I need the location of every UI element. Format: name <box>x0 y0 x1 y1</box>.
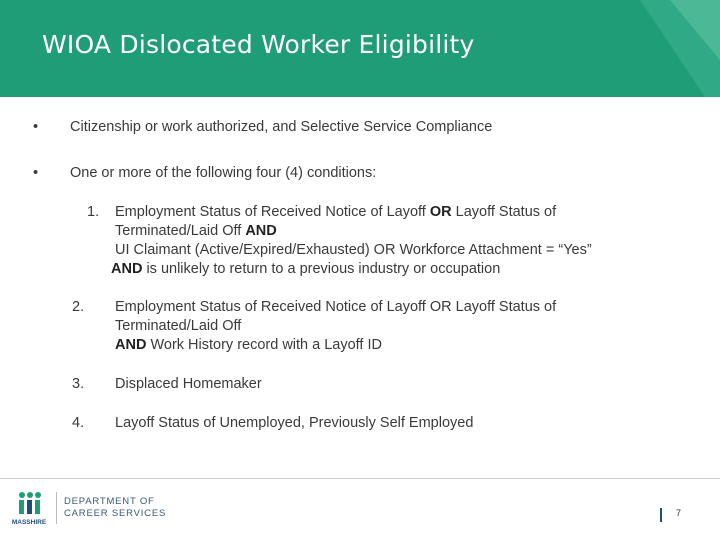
condition-line <box>115 414 635 433</box>
condition-text <box>115 375 635 394</box>
department-name <box>64 496 166 520</box>
condition-number: 2. <box>72 299 85 315</box>
logo-wordmark: MASSHIRE <box>11 519 47 526</box>
condition-number: 4. <box>72 415 85 431</box>
condition-text <box>115 298 635 355</box>
condition-text-span: is unlikely to return to a previous industry or occupation <box>142 261 501 277</box>
bold-keyword: OR <box>429 204 452 220</box>
bold-keyword: AND <box>111 261 143 277</box>
condition-text <box>115 414 635 433</box>
condition-text-span: Displaced Homemaker <box>115 376 262 392</box>
condition-text-span: Terminated/Laid Off <box>115 223 246 239</box>
bold-keyword: AND <box>115 337 147 353</box>
condition-line <box>111 260 635 279</box>
condition-line <box>115 241 635 260</box>
corner-decoration <box>630 0 720 97</box>
bullet-marker: • <box>33 119 39 135</box>
condition-text-span: Layoff Status of Unemployed, Previously Self Employed <box>115 415 474 431</box>
condition-text-span: UI Claimant (Active/Expired/Exhausted) OR Workforce Attachment = “Yes” <box>115 242 592 258</box>
condition-text-span: Employment Status of Received Notice of Layoff <box>115 204 430 220</box>
dept-line-2: CAREER SERVICES <box>64 508 167 519</box>
footer-divider <box>0 478 720 479</box>
condition-line <box>115 317 635 336</box>
condition-text-span: Layoff Status of <box>451 204 557 220</box>
condition-line <box>115 336 635 355</box>
condition-line <box>115 375 635 394</box>
bold-keyword: AND <box>245 223 277 239</box>
condition-text-span: Employment Status of Received Notice of Layoff OR Layoff Status of <box>115 299 557 315</box>
condition-line <box>115 222 635 241</box>
bullet-text: One or more of the following four (4) conditions: <box>70 165 377 181</box>
bullet-text: Citizenship or work authorized, and Selective Service Compliance <box>70 119 493 135</box>
condition-text-span: Terminated/Laid Off <box>115 318 242 334</box>
bullet-marker: • <box>33 165 39 181</box>
bullet-conditions <box>33 165 376 181</box>
condition-text <box>111 203 635 279</box>
condition-number: 3. <box>72 376 85 392</box>
masshire-logo <box>8 490 50 528</box>
condition-line <box>115 203 635 222</box>
dept-line-1: DEPARTMENT OF <box>64 496 155 507</box>
slide-header <box>0 0 720 97</box>
condition-text-span: Work History record with a Layoff ID <box>146 337 382 353</box>
condition-number: 1. <box>87 204 100 220</box>
bullet-citizenship <box>33 119 492 135</box>
page-number: 7 <box>676 508 682 518</box>
logo-divider <box>56 492 57 524</box>
slide-title: WIOA Dislocated Worker Eligibility <box>42 30 475 59</box>
page-number-bar <box>660 508 662 522</box>
condition-line <box>115 298 635 317</box>
